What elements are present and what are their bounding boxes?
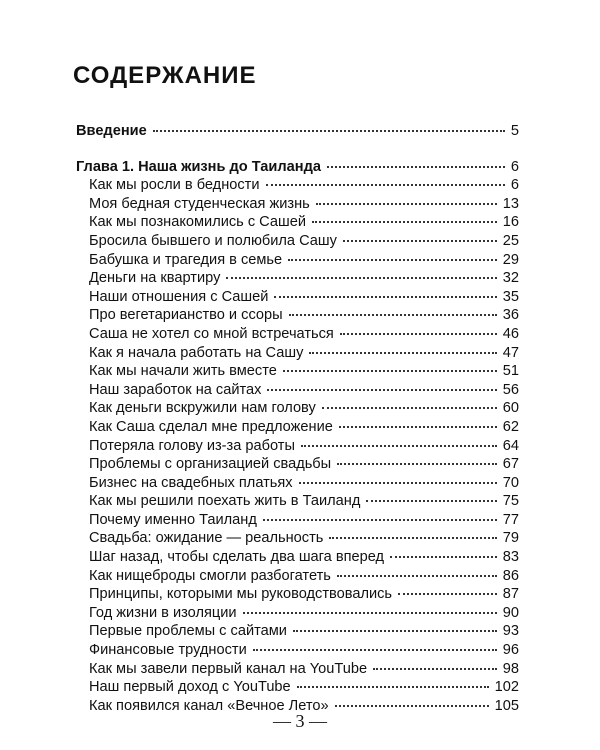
dot-leader xyxy=(312,221,497,223)
toc-entry-page: 25 xyxy=(502,232,519,249)
toc-entry-label: Год жизни в изоляции xyxy=(89,604,237,621)
toc-entry-row xyxy=(76,232,519,251)
toc-entry-label: Первые проблемы с сайтами xyxy=(89,623,287,640)
dot-leader xyxy=(266,184,505,186)
toc-entry-row xyxy=(76,678,519,697)
toc-entry-page: 90 xyxy=(502,604,519,621)
toc-entry-label: Наши отношения с Сашей xyxy=(89,288,269,305)
toc-entry-row xyxy=(76,511,519,530)
toc-entry-label: Бабушка и трагедия в семье xyxy=(89,251,283,268)
toc-entry-row xyxy=(76,455,519,474)
toc-entry-row xyxy=(76,622,519,641)
toc-entry-row xyxy=(76,437,519,456)
toc-chapter-label: Глава 1. Наша жизнь до Таиланда xyxy=(76,158,321,175)
toc-entry-label: Как нищеброды смогли разбогатеть xyxy=(89,567,331,584)
toc-entry-row xyxy=(76,474,519,493)
dot-leader xyxy=(253,649,497,651)
toc-entry-page: 62 xyxy=(502,418,519,435)
toc-entry-page: 13 xyxy=(502,195,519,212)
toc-entry-label: Свадьба: ожидание — реальность xyxy=(89,530,324,547)
toc-entry-label: Как мы росли в бедности xyxy=(89,177,260,194)
dot-leader xyxy=(335,705,489,707)
toc-entry-row xyxy=(76,529,519,548)
toc-entry-row xyxy=(76,288,519,307)
toc-entry-page: 29 xyxy=(502,251,519,268)
toc-entry-label: Принципы, которыми мы руководствовались xyxy=(89,586,393,603)
toc-entry-row xyxy=(76,213,519,232)
table-of-contents xyxy=(76,122,519,715)
toc-entries xyxy=(76,176,519,715)
dot-leader xyxy=(366,500,496,502)
page-title: СОДЕРЖАНИЕ xyxy=(73,62,257,89)
toc-intro-label: Введение xyxy=(76,123,147,139)
dot-leader xyxy=(390,556,497,558)
dot-leader xyxy=(283,370,497,372)
dot-leader xyxy=(322,407,497,409)
dot-leader xyxy=(327,166,505,168)
toc-entry-label: Как Саша сделал мне предложение xyxy=(89,418,333,435)
dot-leader xyxy=(339,426,497,428)
toc-entry-label: Про вегетарианство и ссоры xyxy=(89,307,283,324)
toc-entry-page: 77 xyxy=(502,511,519,528)
toc-entry-label: Как деньги вскружили нам голову xyxy=(89,400,316,417)
toc-entry-page: 16 xyxy=(502,214,519,231)
toc-entry-label: Как мы познакомились с Сашей xyxy=(89,214,306,231)
toc-entry-page: 105 xyxy=(494,697,519,714)
dot-leader xyxy=(316,203,497,205)
toc-chapter-row xyxy=(76,158,519,177)
toc-entry-row xyxy=(76,362,519,381)
toc-entry-row xyxy=(76,548,519,567)
toc-entry-label: Наш заработок на сайтах xyxy=(89,381,262,398)
toc-entry-page: 47 xyxy=(502,344,519,361)
toc-entry-row xyxy=(76,381,519,400)
toc-entry-row xyxy=(76,567,519,586)
toc-entry-label: Моя бедная студенческая жизнь xyxy=(89,195,310,212)
dot-leader xyxy=(337,463,497,465)
toc-entry-page: 96 xyxy=(502,642,519,659)
toc-entry-label: Как я начала работать на Сашу xyxy=(89,344,304,361)
dot-leader xyxy=(343,240,497,242)
toc-entry-label: Почему именно Таиланд xyxy=(89,511,257,528)
toc-entry-page: 51 xyxy=(502,363,519,380)
toc-entry-page: 36 xyxy=(502,307,519,324)
toc-entry-row xyxy=(76,399,519,418)
toc-entry-page: 98 xyxy=(502,660,519,677)
toc-intro-row xyxy=(76,122,519,141)
toc-entry-label: Как мы начали жить вместе xyxy=(89,363,277,380)
dot-leader xyxy=(309,352,496,354)
toc-entry-page: 35 xyxy=(502,288,519,305)
dot-leader xyxy=(373,668,497,670)
toc-entry-row xyxy=(76,325,519,344)
dot-leader xyxy=(274,296,496,298)
toc-entry-page: 46 xyxy=(502,325,519,342)
dot-leader xyxy=(267,389,496,391)
toc-entry-page: 64 xyxy=(502,437,519,454)
dot-leader xyxy=(288,259,497,261)
dot-leader xyxy=(289,314,497,316)
toc-entry-label: Наш первый доход с YouTube xyxy=(89,679,291,696)
toc-entry-row xyxy=(76,641,519,660)
toc-entry-page: 102 xyxy=(494,679,519,696)
dot-leader xyxy=(337,575,497,577)
page-number: — 3 — xyxy=(273,711,327,731)
toc-entry-label: Потеряла голову из-за работы xyxy=(89,437,295,454)
dot-leader xyxy=(340,333,497,335)
dot-leader xyxy=(297,686,489,688)
toc-entry-label: Проблемы с организацией свадьбы xyxy=(89,456,332,473)
toc-entry-label: Как мы завели первый канал на YouTube xyxy=(89,660,368,677)
toc-entry-page: 93 xyxy=(502,623,519,640)
toc-intro-page: 5 xyxy=(510,123,519,139)
toc-entry-page: 56 xyxy=(502,381,519,398)
toc-entry-page: 86 xyxy=(502,567,519,584)
toc-entry-label: Как мы решили поехать жить в Таиланд xyxy=(89,493,361,510)
dot-leader xyxy=(226,277,496,279)
toc-entry-page: 87 xyxy=(502,586,519,603)
toc-entry-page: 60 xyxy=(502,400,519,417)
dot-leader xyxy=(301,445,497,447)
toc-entry-row xyxy=(76,269,519,288)
toc-entry-page: 79 xyxy=(502,530,519,547)
dot-leader xyxy=(243,612,497,614)
toc-entry-label: Шаг назад, чтобы сделать два шага вперед xyxy=(89,549,385,566)
toc-entry-row xyxy=(76,585,519,604)
toc-entry-row xyxy=(76,418,519,437)
dot-leader xyxy=(299,482,497,484)
toc-entry-row xyxy=(76,604,519,623)
dot-leader xyxy=(153,130,505,132)
toc-entry-row xyxy=(76,492,519,511)
dot-leader xyxy=(398,593,497,595)
dot-leader xyxy=(329,537,496,539)
toc-entry-label: Бизнес на свадебных платьях xyxy=(89,474,293,491)
toc-entry-page: 83 xyxy=(502,549,519,566)
dot-leader xyxy=(293,630,497,632)
toc-entry-page: 6 xyxy=(510,177,519,194)
dot-leader xyxy=(263,519,497,521)
toc-entry-page: 75 xyxy=(502,493,519,510)
toc-entry-row xyxy=(76,344,519,363)
toc-entry-row xyxy=(76,306,519,325)
toc-entry-label: Финансовые трудности xyxy=(89,642,247,659)
toc-entry-label: Деньги на квартиру xyxy=(89,270,221,287)
toc-chapter-page: 6 xyxy=(510,158,519,175)
toc-entry-row xyxy=(76,195,519,214)
toc-entry-label: Как появился канал «Вечное Лето» xyxy=(89,697,329,714)
toc-entry-page: 67 xyxy=(502,456,519,473)
toc-entry-row xyxy=(76,660,519,679)
toc-entry-row xyxy=(76,176,519,195)
toc-entry-row xyxy=(76,251,519,270)
toc-entry-label: Саша не хотел со мной встречаться xyxy=(89,325,334,342)
toc-entry-page: 70 xyxy=(502,474,519,491)
toc-entry-label: Бросила бывшего и полюбила Сашу xyxy=(89,232,337,249)
toc-entry-page: 32 xyxy=(502,270,519,287)
